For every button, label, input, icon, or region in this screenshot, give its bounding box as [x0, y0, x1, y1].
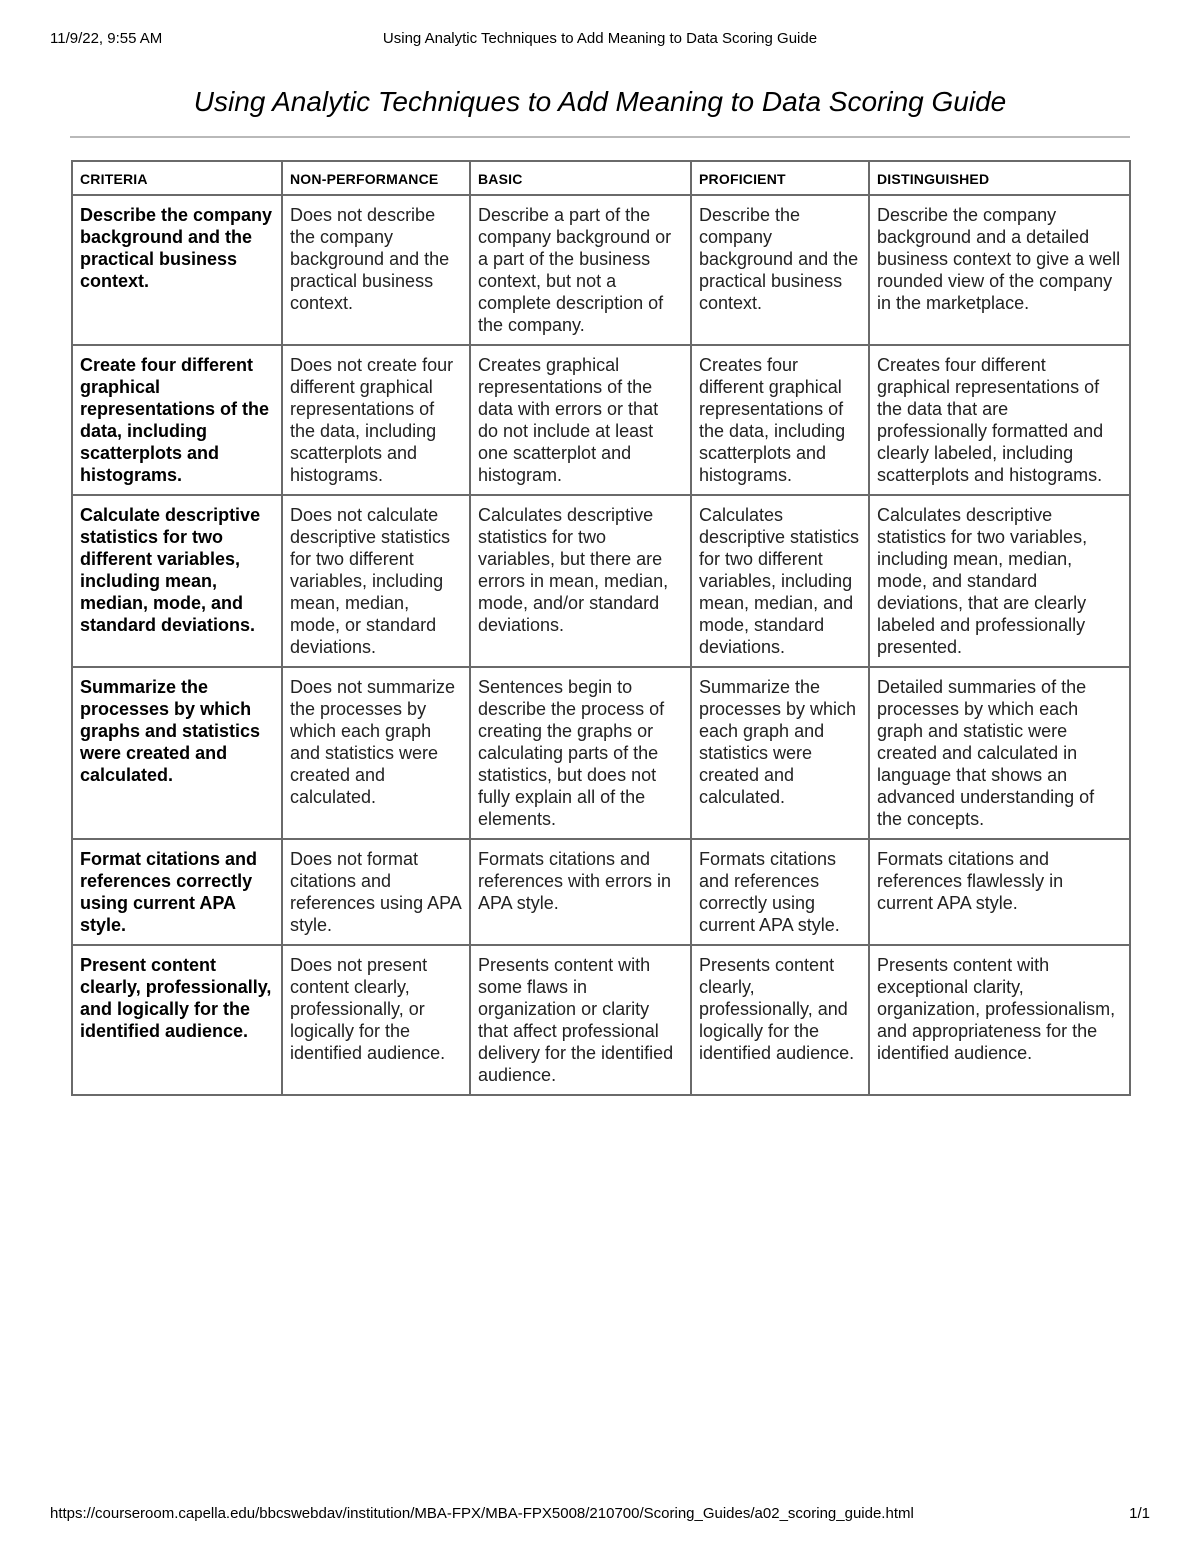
print-datetime: 11/9/22, 9:55 AM — [50, 30, 163, 47]
non-performance-cell: Does not create four different graphical representations of the data, including scatterplots and histograms. — [282, 345, 470, 495]
scoring-guide-table — [71, 160, 1131, 1096]
non-performance-cell: Does not present content clearly, professionally, or logically for the identified audience. — [282, 945, 470, 1095]
page-number: 1/1 — [1129, 1505, 1150, 1522]
distinguished-cell: Describe the company background and a detailed business context to give a well rounded view of the company in the marketplace. — [869, 195, 1130, 345]
distinguished-cell: Creates four different graphical representations of the data that are professionally formatted and clearly labeled, including scatterplots and histograms. — [869, 345, 1130, 495]
page-title: Using Analytic Techniques to Add Meaning to Data Scoring Guide — [193, 86, 1007, 117]
proficient-cell: Formats citations and references correctly using current APA style. — [691, 839, 869, 945]
basic-cell: Formats citations and references with errors in APA style. — [470, 839, 691, 945]
distinguished-cell: Presents content with exceptional clarity, organization, professionalism, and appropriateness for the identified audience. — [869, 945, 1130, 1095]
basic-cell: Sentences begin to describe the process of creating the graphs or calculating parts of the statistics, but does not fully explain all of the elements. — [470, 667, 691, 839]
non-performance-cell: Does not calculate descriptive statistics for two different variables, including mean, median, mode, or standard deviations. — [282, 495, 470, 667]
criteria-cell: Calculate descriptive statistics for two different variables, including mean, median, mode, and standard deviations. — [72, 495, 282, 667]
print-header — [50, 30, 1150, 50]
criteria-cell: Present content clearly, professionally, and logically for the identified audience. — [72, 945, 282, 1095]
criteria-cell: Create four different graphical representations of the data, including scatterplots and histograms. — [72, 345, 282, 495]
proficient-cell: Calculates descriptive statistics for two different variables, including mean, median, and mode, standard deviations. — [691, 495, 869, 667]
table-header-row — [72, 161, 1130, 195]
basic-cell: Describe a part of the company background or a part of the business context, but not a complete description of the company. — [470, 195, 691, 345]
distinguished-cell: Detailed summaries of the processes by which each graph and statistic were created and calculated in language that shows an advanced understanding of the concepts. — [869, 667, 1130, 839]
basic-cell: Creates graphical representations of the data with errors or that do not include at least one scatterplot and histogram. — [470, 345, 691, 495]
proficient-cell: Presents content clearly, professionally, and logically for the identified audience. — [691, 945, 869, 1095]
proficient-cell: Creates four different graphical representations of the data, including scatterplots and histograms. — [691, 345, 869, 495]
table-row — [72, 495, 1130, 667]
header-distinguished: DISTINGUISHED — [869, 161, 1130, 195]
header-criteria: CRITERIA — [72, 161, 282, 195]
distinguished-cell: Formats citations and references flawlessly in current APA style. — [869, 839, 1130, 945]
header-non-performance: NON-PERFORMANCE — [282, 161, 470, 195]
table-row — [72, 839, 1130, 945]
proficient-cell: Summarize the processes by which each graph and statistics were created and calculated. — [691, 667, 869, 839]
header-proficient: PROFICIENT — [691, 161, 869, 195]
basic-cell: Presents content with some flaws in organization or clarity that affect professional delivery for the identified audience. — [470, 945, 691, 1095]
proficient-cell: Describe the company background and the practical business context. — [691, 195, 869, 345]
table-row — [72, 945, 1130, 1095]
header-basic: BASIC — [470, 161, 691, 195]
basic-cell: Calculates descriptive statistics for two variables, but there are errors in mean, median, mode, and/or standard deviations. — [470, 495, 691, 667]
criteria-cell: Describe the company background and the practical business context. — [72, 195, 282, 345]
title-divider — [70, 136, 1130, 138]
table-row — [72, 345, 1130, 495]
table-row — [72, 195, 1130, 345]
non-performance-cell: Does not describe the company background and the practical business context. — [282, 195, 470, 345]
criteria-cell: Format citations and references correctly using current APA style. — [72, 839, 282, 945]
non-performance-cell: Does not format citations and references using APA style. — [282, 839, 470, 945]
distinguished-cell: Calculates descriptive statistics for two variables, including mean, median, mode, and standard deviations, that are clearly labeled and professionally presented. — [869, 495, 1130, 667]
table-row — [72, 667, 1130, 839]
criteria-cell: Summarize the processes by which graphs and statistics were created and calculated. — [72, 667, 282, 839]
print-footer-url: https://courseroom.capella.edu/bbcswebdav/institution/MBA-FPX/MBA-FPX5008/210700/Scoring_Guides/a02_scoring_guide.html — [50, 1505, 914, 1522]
non-performance-cell: Does not summarize the processes by which each graph and statistics were created and calculated. — [282, 667, 470, 839]
print-header-title: Using Analytic Techniques to Add Meaning to Data Scoring Guide — [382, 30, 818, 47]
